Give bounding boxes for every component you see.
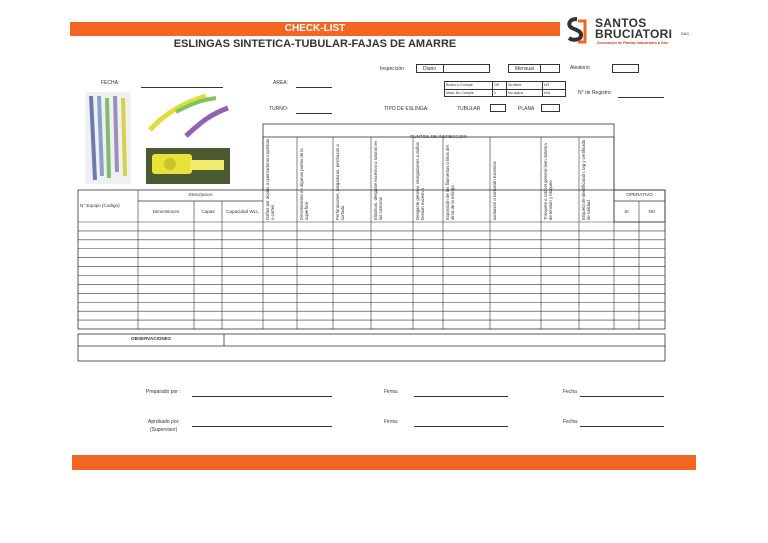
inspection-point-label: oxidación o corrosión excesiva [492,161,497,220]
preparado-label: Preparado por : [146,389,181,395]
logo-tagline: Generación de Plantas Industriales a Gas [597,41,668,45]
firma1-input[interactable] [414,396,508,397]
logo-sac: SAC. [681,31,691,36]
diario-label: Diario [423,66,437,72]
legend-code2: N/T [544,83,550,87]
aleatorio-label: Aleatorio [570,65,590,71]
inspection-point-label: Derretimiento en algunas partes de la superficie [299,148,309,220]
inspeccion-label: Inspección [380,66,404,72]
inspection-point-label: Daños por ácidos o quemaduras causticas o cortes [265,138,275,220]
firma1-label: Firma: [384,389,399,395]
fecha-label: FECHA: [101,80,120,86]
logo-line2: BRUCIATORI [595,27,673,41]
tipo-eslinga-label: TIPO DE ESLINGA: [384,106,429,112]
legend-code: OK [494,83,500,87]
operativo-header: OPERATIVO [626,192,653,197]
firma2-label: Firma: [384,419,399,425]
inspection-point-label: Etiqueta de identificación, tag y certificado de calidad [581,139,591,220]
inspection-point-label: Perforaciones, rasgaduras, pinchazos o cortado [335,144,345,220]
aprobado-input[interactable] [192,426,332,427]
aprobado-label: Aprobado por: [148,419,180,425]
legend-desc2: No tiene [508,83,522,87]
no-header: NO [648,209,656,214]
document-title: CHECK-LIST [284,23,346,34]
preparado-input[interactable] [192,396,332,397]
area-label: AREA: [273,80,289,86]
inspection-point-label: Trinquete o ratchet general bien sistema de tensión y bloqueo [543,143,553,220]
turno-label: TURNO: [269,106,289,112]
supervisor-label: (Supervisor) [150,427,178,433]
fecha1-label: Fecha [563,389,577,395]
document-subtitle: ESLINGAS SINTETICA-TUBULAR-FAJAS DE AMARRE [173,38,457,50]
logo-line1: SANTOS [595,16,647,30]
capacidad-header: Capacidad WLL [226,209,259,214]
tubular-label: TUBULAR [457,106,481,112]
legend-code: X [494,91,497,95]
fecha2-input[interactable] [580,426,664,427]
footer-bar [72,455,696,470]
inspection-point-label: Elásticos, desgaste excesivo o roturas en las costuras [373,140,383,220]
legend-desc: Malo/ No Cumple [446,91,474,95]
mensual-label: Mensual [515,66,534,72]
legend-code2: N/A [544,91,550,95]
firma2-input[interactable] [414,426,508,427]
fecha2-label: Fecha: [563,419,579,425]
dimensiones-header: Dimensiones [152,209,180,214]
puntos-header: PUNTOS DE INSPECCION [410,134,467,139]
registro-label: N° de Registro: [578,90,612,96]
descripcion-header: Descripcion [188,192,213,197]
inspection-point-label: Exposición de los filamentos o hilos del alma de la eslinga [445,145,455,220]
plana-label: PLANA [518,106,535,112]
legend-desc2: No aplica [508,91,523,95]
equipo-header: N° Equipo (Codigo) [80,203,120,208]
inspection-point-label: Desgaste general, elongaciones o daños tensión excesiva [415,142,425,220]
legend-desc: Bueno o Cumple [446,83,473,87]
observaciones-label: OBSERVACIONES [131,336,171,341]
capas-header: Capas [201,209,215,214]
fecha1-input[interactable] [580,396,664,397]
si-header: SI [624,209,629,214]
